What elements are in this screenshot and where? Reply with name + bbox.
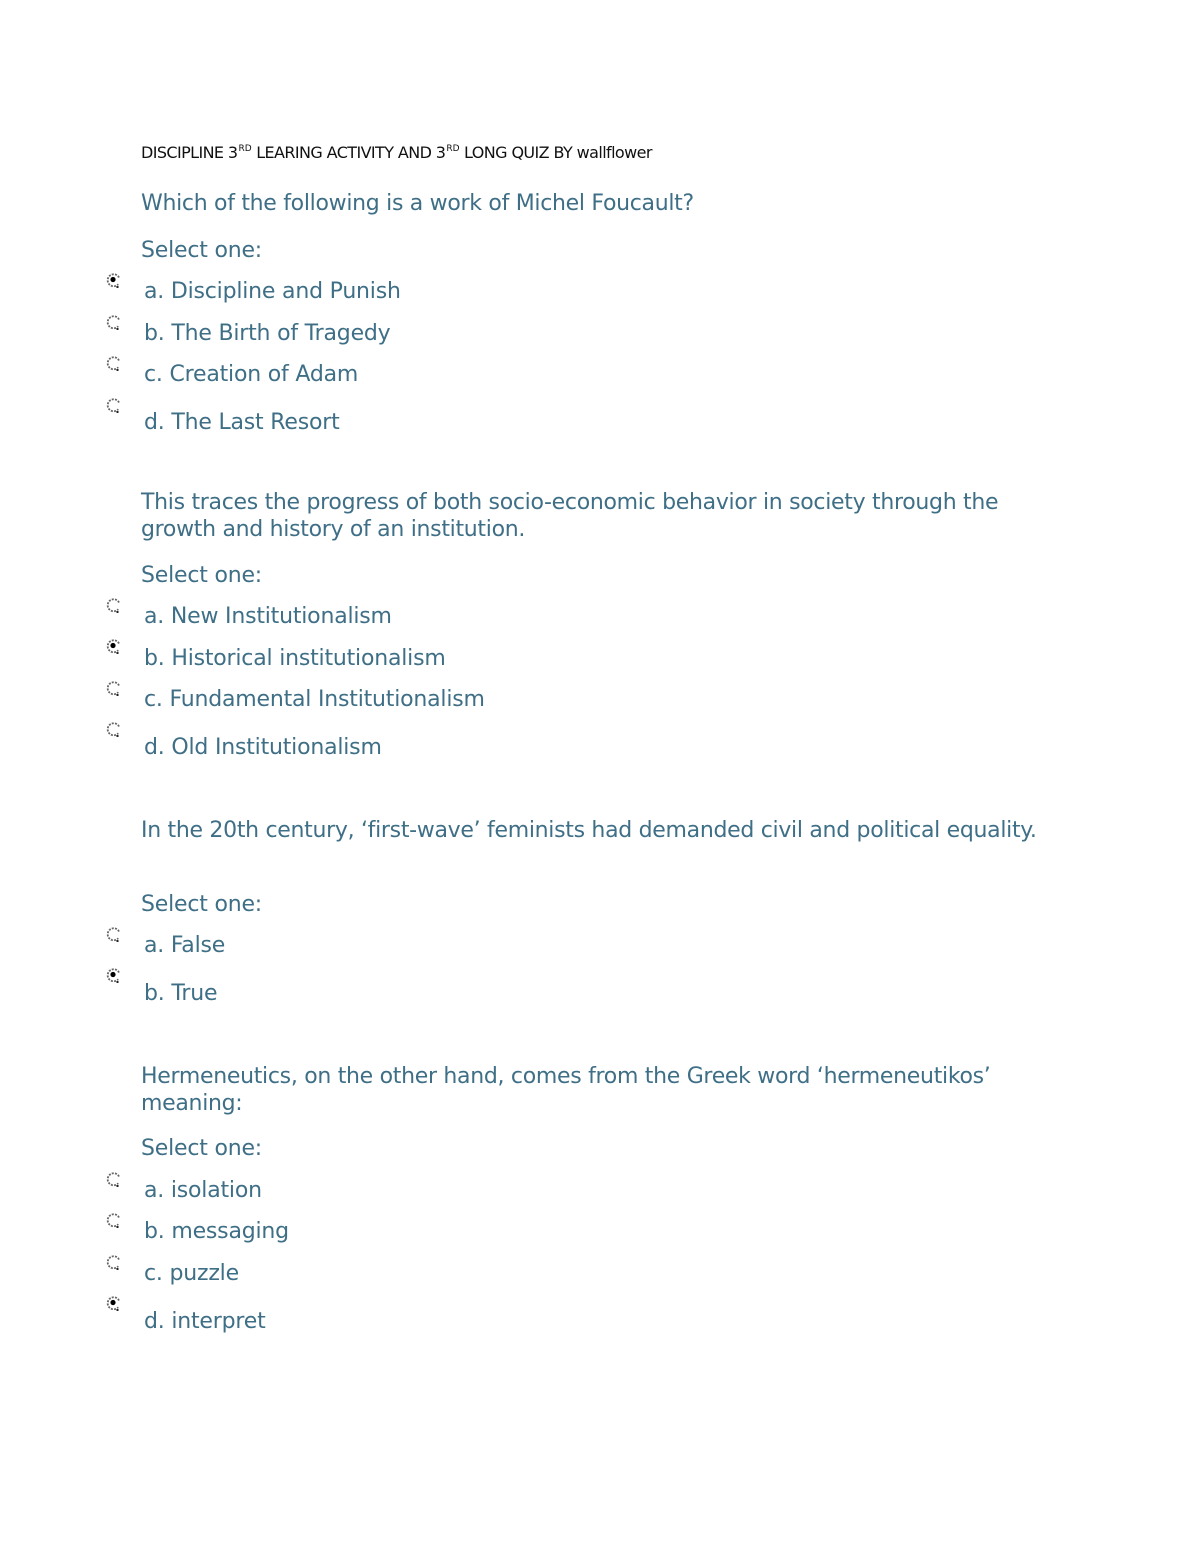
radio-selected-dot xyxy=(110,643,115,648)
question-1-option-c-radio[interactable] xyxy=(106,355,122,371)
radio-checked-icon xyxy=(106,638,122,654)
question-4-option-b-label: b. messaging xyxy=(144,1219,289,1244)
question-4-option-a-label: a. isolation xyxy=(144,1178,262,1203)
radio-unchecked-icon xyxy=(106,314,122,330)
radio-ring xyxy=(108,599,119,611)
radio-unchecked-icon xyxy=(106,1171,122,1187)
question-4-option-c-radio[interactable] xyxy=(106,1254,122,1270)
radio-ring xyxy=(108,682,119,694)
radio-unchecked-icon xyxy=(106,1212,122,1228)
question-1-option-a-radio[interactable] xyxy=(106,272,122,288)
radio-unchecked-icon xyxy=(106,721,122,737)
document-title xyxy=(141,143,652,162)
question-2-option-c-radio[interactable] xyxy=(106,680,122,696)
title-superscript-2: RD xyxy=(446,144,460,154)
question-4-option-c-label: c. puzzle xyxy=(144,1261,239,1286)
radio-tick xyxy=(117,411,119,413)
question-4-option-b-radio[interactable] xyxy=(106,1212,122,1228)
radio-tick xyxy=(117,369,119,371)
question-3-option-a-radio[interactable] xyxy=(106,926,122,942)
radio-ring xyxy=(108,316,119,328)
radio-tick xyxy=(117,611,119,613)
radio-selected-dot xyxy=(110,277,115,282)
question-1-option-c-label: c. Creation of Adam xyxy=(144,362,359,387)
question-1-option-b-label: b. The Birth of Tragedy xyxy=(144,321,391,346)
radio-checked-icon xyxy=(106,967,122,983)
question-1-prompt: Select one: xyxy=(141,238,263,263)
question-3-option-b-label: b. True xyxy=(144,981,218,1006)
question-4-text: Hermeneutics, on the other hand, comes from the Greek word ‘hermeneutikos’ meaning: xyxy=(141,1064,991,1116)
radio-unchecked-icon xyxy=(106,1254,122,1270)
radio-unchecked-icon xyxy=(106,926,122,942)
radio-tick xyxy=(117,981,119,983)
radio-tick xyxy=(117,940,119,942)
radio-tick xyxy=(117,286,119,288)
title-prefix: DISCIPLINE 3 xyxy=(141,143,238,162)
radio-selected-dot xyxy=(110,1300,115,1305)
radio-tick xyxy=(117,328,119,330)
radio-ring xyxy=(108,1173,119,1185)
question-1-text: Which of the following is a work of Michel Foucault? xyxy=(141,191,694,216)
question-2-option-b-label: b. Historical institutionalism xyxy=(144,646,446,671)
question-2-option-d-label: d. Old Institutionalism xyxy=(144,735,382,760)
question-1-option-b-radio[interactable] xyxy=(106,314,122,330)
radio-ring xyxy=(108,1256,119,1268)
radio-ring xyxy=(108,723,119,735)
radio-tick xyxy=(117,694,119,696)
question-4-option-a-radio[interactable] xyxy=(106,1171,122,1187)
question-1-option-d-radio[interactable] xyxy=(106,397,122,413)
radio-ring xyxy=(108,399,119,411)
radio-unchecked-icon xyxy=(106,597,122,613)
question-2-option-c-label: c. Fundamental Institutionalism xyxy=(144,687,485,712)
question-2-option-a-radio[interactable] xyxy=(106,597,122,613)
question-4-option-d-label: d. interpret xyxy=(144,1309,266,1334)
radio-tick xyxy=(117,1185,119,1187)
question-1-option-d-label: d. The Last Resort xyxy=(144,410,340,435)
question-2-option-a-label: a. New Institutionalism xyxy=(144,604,392,629)
question-3-prompt: Select one: xyxy=(141,892,263,917)
question-2-text: This traces the progress of both socio-economic behavior in society through the growth and history of an institution. xyxy=(141,490,999,542)
question-3-option-b-radio[interactable] xyxy=(106,967,122,983)
radio-unchecked-icon xyxy=(106,680,122,696)
question-4-prompt: Select one: xyxy=(141,1136,263,1161)
question-1-option-a-label: a. Discipline and Punish xyxy=(144,279,401,304)
title-superscript-1: RD xyxy=(238,144,252,154)
radio-selected-dot xyxy=(110,972,115,977)
radio-checked-icon xyxy=(106,272,122,288)
question-3-option-a-label: a. False xyxy=(144,933,226,958)
radio-ring xyxy=(108,1214,119,1226)
title-suffix: LONG QUIZ BY wallflower xyxy=(459,143,652,162)
radio-ring xyxy=(108,357,119,369)
radio-tick xyxy=(117,1268,119,1270)
question-3-text: In the 20th century, ‘first-wave’ feminists had demanded civil and political equality. xyxy=(141,818,1037,843)
radio-tick xyxy=(117,1226,119,1228)
radio-unchecked-icon xyxy=(106,355,122,371)
radio-tick xyxy=(117,735,119,737)
question-2-option-d-radio[interactable] xyxy=(106,721,122,737)
radio-checked-icon xyxy=(106,1295,122,1311)
radio-tick xyxy=(117,1309,119,1311)
title-middle: LEARING ACTIVITY AND 3 xyxy=(251,143,446,162)
question-2-prompt: Select one: xyxy=(141,563,263,588)
radio-ring xyxy=(108,928,119,940)
question-4-option-d-radio[interactable] xyxy=(106,1295,122,1311)
question-2-option-b-radio[interactable] xyxy=(106,638,122,654)
radio-tick xyxy=(117,652,119,654)
radio-unchecked-icon xyxy=(106,397,122,413)
